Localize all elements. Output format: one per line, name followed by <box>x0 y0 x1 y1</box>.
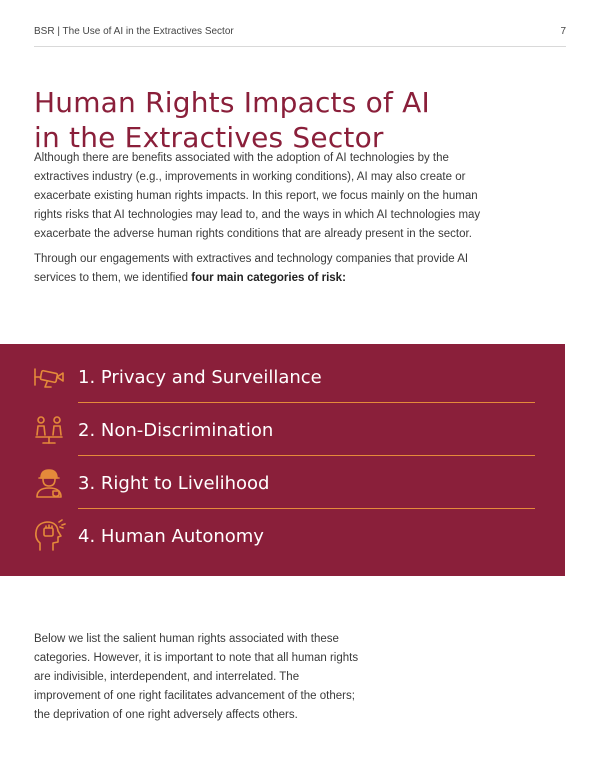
running-header <box>34 24 566 47</box>
page-title-line-2: in the Extractives Sector <box>34 120 384 154</box>
intro-paragraph-1: Although there are benefits associated with the adoption of AI technologies by the extractives industry (e.g., improvements in working conditions), AI may also create or exacerbate existing human rights impacts. In this report, we focus mainly on the human rights risks that AI technologies may lead to, and the ways in which AI technologies may exacerbate the adverse human rights conditions that are already present in the sector. <box>34 152 481 240</box>
page-title <box>34 85 554 155</box>
head-fist-icon <box>32 519 66 553</box>
category-label: 2. Non-Discrimination <box>78 420 274 441</box>
equal-people-scale-icon <box>32 413 66 447</box>
surveillance-camera-icon <box>32 360 66 394</box>
running-title: BSR | The Use of AI in the Extractives Sector <box>34 26 234 37</box>
category-right-to-livelihood <box>0 456 565 509</box>
page-title-line-1: Human Rights Impacts of AI <box>34 85 430 119</box>
category-label: 3. Right to Livelihood <box>78 473 270 494</box>
category-privacy-surveillance <box>0 350 565 403</box>
intro-paragraph-2-text: Through our engagements with extractives and technology companies that provide AI services to them, we identified <box>34 253 469 284</box>
intro-paragraph-2 <box>34 250 504 288</box>
category-label: 1. Privacy and Surveillance <box>78 367 322 388</box>
intro-paragraph-2-bold: four main categories of risk: <box>191 272 346 284</box>
category-label: 4. Human Autonomy <box>78 526 264 547</box>
closing-paragraph: Below we list the salient human rights associated with these categories. However, it is important to note that all human rights are indivisible, interdependent, and interrelated. The improvement of one right facilitates advancement of the others; the deprivation of one right adversely affects others. <box>34 633 359 721</box>
worker-helmet-icon <box>32 466 66 500</box>
category-human-autonomy <box>0 509 565 562</box>
page-number: 7 <box>560 26 566 37</box>
category-non-discrimination <box>0 403 565 456</box>
